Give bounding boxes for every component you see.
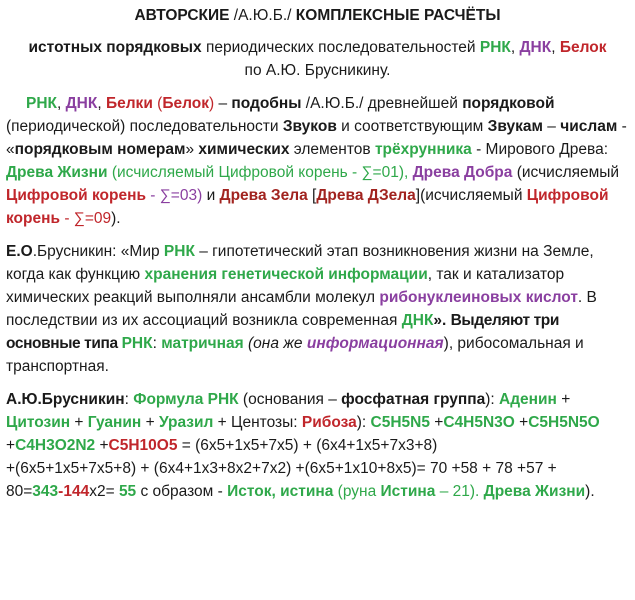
- document-subtitle: истотных порядковых периодических последовательностей РНК, ДНК, Белок по А.Ю. Брусникину.: [28, 39, 607, 79]
- paragraph-rna-formula: А.Ю.Брусникин: Формула РНК (основания – фосфатная группа): Аденин + Цитозин + Гуанин + Уразил + Центозы: Рибоза): С5Н5N5 +С4Н5N3О +С5Н5N5О +С4Н3О2N2 +С5Н10О5 = (6х5+1х5+7х5) + (6х4+1х5+7х3+8) +(6х5+1х5+7х5+8) + (6х4+1х3+8х2+7х2) +(6х5+1х10+8х5)= 70 +58 + 78 +57 + 80=343-144х2= 55 с образом - Исток, истина (руна Истина – 21). Древа Жизни).: [6, 391, 600, 500]
- paragraph-rna-dna-proteins: РНК, ДНК, Белки (Белок) – подобны /А.Ю.Б./ древнейшей порядковой (периодической) последовательности Звуков и соответствующим Звукам – числам - «порядковым номерам» химических элементов трёхрунника - Мирового Древа: Древа Жизни (исчисляемый Цифровой корень - ∑=01), Древа Добра (исчисляемый Цифровой корень - ∑=03) и Древа Зела [Древа ДЗела](исчисляемый Цифровой корень - ∑=09).: [6, 95, 627, 227]
- document-title: АВТОРСКИЕ /А.Ю.Б./ КОМПЛЕКСНЫЕ РАСЧЁТЫ: [134, 7, 501, 24]
- paragraph-brusnikin-quote: Е.О.Брусникин: «Мир РНК – гипотетический этап возникновения жизни на Земле, когда как функцию хранения генетической информации, так и катализатор химических реакций выполняли ансамбли молекул рибонуклеиновых кислот. В последствии из их ассоциаций возникла современная ДНК». Выделяют три основные типа РНК: матричная (она же информационная), рибосомальная и транспортная.: [6, 243, 597, 375]
